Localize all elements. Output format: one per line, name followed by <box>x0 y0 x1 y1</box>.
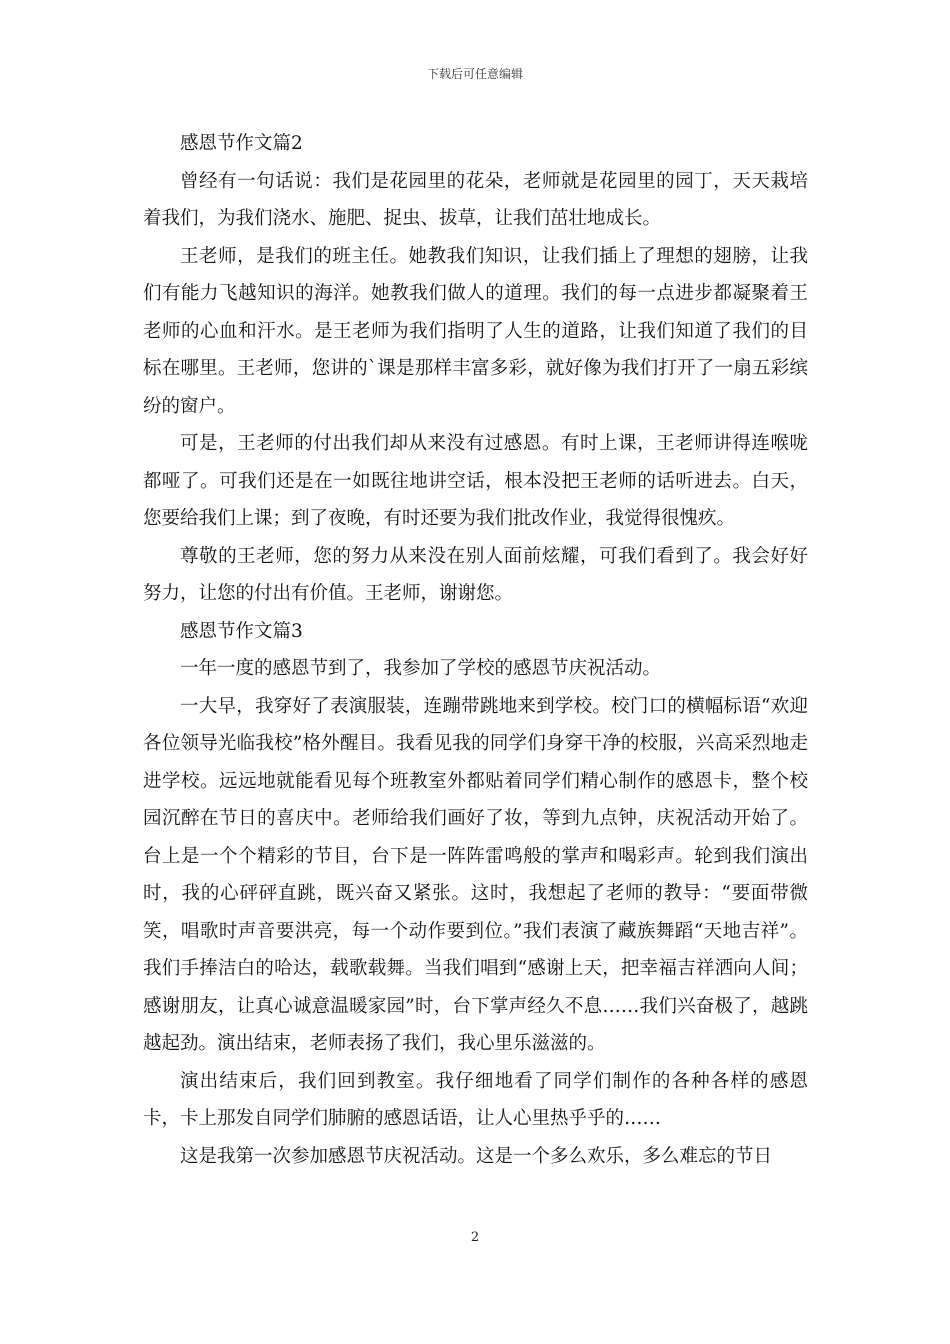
paragraph: 尊敬的王老师，您的努力从来没在别人面前炫耀，可我们看到了。我会好好努力，让您的付出有价值。王老师，谢谢您。 <box>143 545 808 604</box>
page-number: 2 <box>470 1230 480 1245</box>
section-title: 感恩节作文篇3 <box>180 620 303 642</box>
paragraph: 演出结束后，我们回到教室。我仔细地看了同学们制作的各种各样的感恩卡，卡上那发自同学们肺腑的感恩话语，让人心里热乎乎的…… <box>143 1070 808 1129</box>
section-title: 感恩节作文篇2 <box>180 133 303 154</box>
paragraph: 可是，王老师的付出我们却从来没有过感恩。有时上课，王老师讲得连喉咙都哑了。可我们还是在一如既往地讲空话，根本没把王老师的话听进去。白天，您要给我们上课；到了夜晚，有时还要为我们批改作业，我觉得很愧疚。 <box>143 433 808 529</box>
paragraph: 曾经有一句话说：我们是花园里的花朵，老师就是花园里的园丁，天天栽培着我们，为我们浇水、施肥、捉虫、拔草，让我们茁壮地成长。 <box>143 170 808 229</box>
paragraph: 一年一度的感恩节到了，我参加了学校的感恩节庆祝活动。 <box>180 658 662 679</box>
paragraph: 这是我第一次参加感恩节庆祝活动。这是一个多么欢乐，多么难忘的节日 <box>180 1145 773 1167</box>
article-body <box>143 125 808 1175</box>
paragraph: 一大早，我穿好了表演服装，连蹦带跳地来到学校。校门口的横幅标语“欢迎各位领导光临我校”格外醒目。我看见我的同学们身穿干净的校服，兴高采烈地走进学校。远远地就能看见每个班教室外都贴着同学们精心制作的感恩卡，整个校园沉醉在节日的喜庆中。老师给我们画好了妆，等到九点钟，庆祝活动开始了。台上是一个个精彩的节目，台下是一阵阵雷鸣般的掌声和喝彩声。轮到我们演出时，我的心砰砰直跳，既兴奋又紧张。这时，我想起了老师的教导：“要面带微笑，唱歌时声音要洪亮，每一个动作要到位。”我们表演了藏族舞蹈“天地吉祥”。我们手捧洁白的哈达，载歌载舞。当我们唱到“感谢上天，把幸福吉祥洒向人间；感谢朋友，让真心诚意温暖家园”时，台下掌声经久不息……我们兴奋极了，越跳越起劲。演出结束，老师表扬了我们，我心里乐滋滋的。 <box>143 695 808 1054</box>
paragraph: 王老师，是我们的班主任。她教我们知识，让我们插上了理想的翅膀，让我们有能力飞越知识的海洋。她教我们做人的道理。我们的每一点进步都凝聚着王老师的心血和汗水。是王老师为我们指明了人生的道路，让我们知道了我们的目标在哪里。王老师，您讲的`课是那样丰富多彩，就好像为我们打开了一扇五彩缤纷的窗户。 <box>143 245 808 417</box>
page-header: 下载后可任意编辑 <box>426 67 523 81</box>
